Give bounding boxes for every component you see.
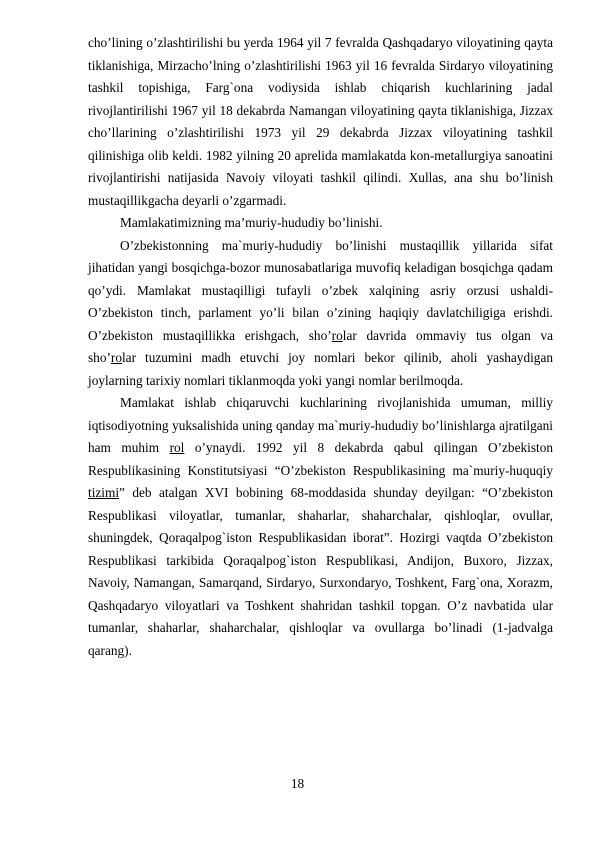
hyperlink-term[interactable]: ro bbox=[331, 327, 343, 343]
paragraph-text: lar davrida ommaviy tus olgan va sho’ bbox=[88, 327, 553, 365]
paragraph-4 bbox=[88, 392, 553, 662]
paragraph-text: lar tuzumini madh etuvchi joy nomlari bekor qilinib, aholi yashaydigan joylarning tarixiy nomlari tiklanmoqda yoki yangi nomlar berilmoqda. bbox=[88, 350, 553, 388]
hyperlink-term[interactable]: ro bbox=[110, 350, 122, 365]
section-heading: Mamlakatimizning ma’muriy-hududiy bo’linishi. bbox=[120, 215, 383, 230]
paragraph-text: Mamlakat ishlab chiqaruvchi kuchlarining rivojlanishida umuman, milliy iqtisodiyotning yuksalishida uning qanday ma`muriy-hududiy bo’linishlarga ajratilgani ham muhim bbox=[88, 395, 553, 455]
hyperlink-term[interactable]: tizimi bbox=[88, 485, 120, 500]
paragraph-1 bbox=[88, 32, 553, 212]
hyperlink-term[interactable]: rol bbox=[169, 440, 185, 455]
paragraph-heading bbox=[88, 212, 553, 235]
paragraph-text: cho’lining o’zlashtirilishi bu yerda 1964 yil 7 fevralda Qashqadaryo viloyatining qayta tiklanishiga, Mirzacho’lning o’zlashtirilishi 1963 yil 16 fevralda Sirdaryo viloyatining tashkil topishiga, Farg`ona vodiysida ishlab chiqarish kuchlarining jadal rivojlantirilishi 1967 yil 18 dekabrda Namangan viloyatining qayta tiklanishiga, Jizzax cho’llarining o’zlashtirilishi 1973 yil 29 dekabrda Jizzax viloyatining tashkil qilinishiga olib keldi. 1982 yilning 20 aprelida mamlakatda kon-metallurgiya sanoatini rivojlantirishi natijasida Navoiy viloyati tashkil qilindi. Xullas, ana shu bo’linish mustaqillikgacha deyarli o’zgarmadi. bbox=[88, 35, 553, 208]
paragraph-3 bbox=[88, 235, 553, 393]
paragraph-text: o’ynaydi. 1992 yil 8 dekabrda qabul qilingan O’zbekiston Respublikasining Konstitutsiyasi “O’zbekiston Respublikasining ma`muriy-huquqiy bbox=[88, 440, 553, 478]
page-number: 18 bbox=[290, 776, 305, 791]
document-page bbox=[88, 32, 553, 662]
paragraph-text: O’zbekistonning ma`muriy-hududiy bo’linishi mustaqillik yillarida sifat jihatidan yangi bosqichga-bozor munosabatlariga muvofiq keladigan bosqichga qadam qo’ydi. Mamlakat mustaqilligi tufayli o’zbek xalqining asriy orzusi ushaldi-O’zbekiston tinch, parlament yo’li bilan o’zining haqiqiy davlatchiligiga erishdi. O’zbekiston mustaqillikka erishgach, sho’ bbox=[88, 237, 553, 343]
paragraph-text: ” deb atalgan XVI bobining 68-moddasida shunday deyilgan: “O’zbekiston Respublikasi viloyatlar, tumanlar, shaharlar, shaharchalar, qishloqlar, ovullar, shuningdek, Qoraqalpog`iston Respublikasidan iborat”. Hozirgi vaqtda O’zbekiston Respublikasi tarkibida Qoraqalpog`iston Respublikasi, Andijon, Buxoro, Jizzax, Navoiy, Namangan, Samarqand, Sirdaryo, Surxondaryo, Toshkent, Farg`ona, Xorazm, Qashqadaryo viloyatlari va Toshkent shahridan tashkil topgan. O’z navbatida ular tumanlar, shaharlar, shaharchalar, qishloqlar va ovullarga bo’linadi (1-jadvalga qarang). bbox=[88, 485, 553, 658]
